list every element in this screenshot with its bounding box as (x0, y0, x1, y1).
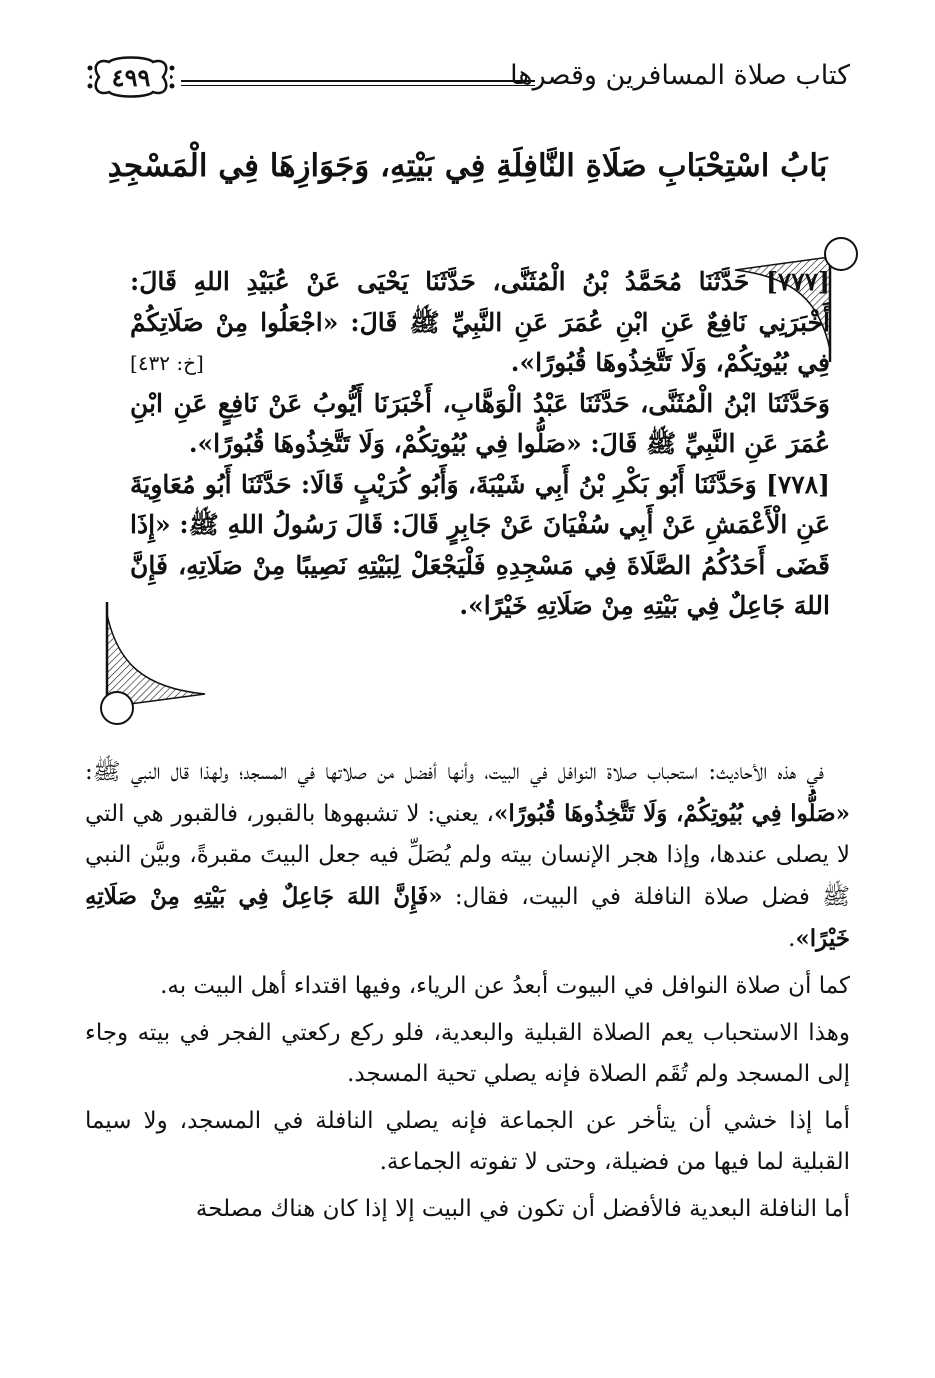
hadith-777-second: وَحَدَّثَنَا ابْنُ الْمُثَنَّى، حَدَّثَنَا عَبْدُ الْوَهَّابِ، أَخْبَرَنَا أَيُّوبُ عَنْ نَافِعٍ عَنِ ابْنِ عُمَرَ عَنِ النَّبِيِّ ﷺ قَالَ: «صَلُّوا فِي بُيُوتِكُمْ، وَلَا تَتَّخِذُوهَا قُبُورًا». (130, 388, 830, 458)
commentary-paragraph-1 (85, 752, 850, 960)
page-number: ٤٩٩ (111, 62, 151, 92)
chapter-title: بَابُ اسْتِحْبَابِ صَلَاةِ النَّافِلَةِ فِي بَيْتِهِ، وَجَوَازِهَا فِي الْمَسْجِدِ (107, 148, 828, 184)
commentary-paragraph-3: وهذا الاستحباب يعم الصلاة القبلية والبعدية، فلو ركع ركعتي الفجر في بيته وجاء إلى المسجد ولم تُقَم الصلاة فإنه يصلي تحية المسجد. (85, 1020, 850, 1087)
hadith-777-reference: [خ: ٤٣٢] (130, 351, 204, 375)
book-title: كتاب صلاة المسافرين وقصرها (510, 60, 850, 91)
commentary-paragraph-2: كما أن صلاة النوافل في البيوت أبعدُ عن الرياء، وفيها اقتداء أهل البيت به. (160, 973, 850, 999)
commentary-p1-b: ، يعني: لا تشبهوها بالقبور، فالقبور هي التي لا يصلى عندها، وإذا هجر الإنسان بيته ولم يُصَلِّ فيه جعل البيتَ مقبرةً، وبيَّن النبي ﷺ فضل صلاة النافلة في البيت، فقال: (85, 801, 850, 910)
header-rule (181, 80, 535, 86)
hadith-778: [٧٧٨] وَحَدَّثَنَا أَبُو بَكْرِ بْنُ أَبِي شَيْبَةَ، وَأَبُو كُرَيْبٍ قَالَا: حَدَّثَنَا أَبُو مُعَاوِيَةَ عَنِ الْأَعْمَشِ عَنْ أَبِي سُفْيَانَ عَنْ جَابِرٍ قَالَ: قَالَ رَسُولُ اللهِ ﷺ: «إِذَا قَضَى أَحَدُكُمُ الصَّلَاةَ فِي مَسْجِدِهِ فَلْيَجْعَلْ لِبَيْتِهِ نَصِيبًا مِنْ صَلَاتِهِ، فَإِنَّ اللهَ جَاعِلٌ فِي بَيْتِهِ مِنْ صَلَاتِهِ خَيْرًا». (130, 469, 830, 620)
page-number-ornament (85, 54, 177, 100)
hadith-777-text: [٧٧٧] حَدَّثَنَا مُحَمَّدُ بْنُ الْمُثَنَّى، حَدَّثَنَا يَحْيَى عَنْ عُبَيْدِ اللهِ قَالَ: أَخْبَرَنِي نَافِعٌ عَنِ ابْنِ عُمَرَ عَنِ النَّبِيِّ ﷺ قَالَ: «اجْعَلُوا مِنْ صَلَاتِكُمْ فِي بُيُوتِكُمْ، وَلَا تَتَّخِذُوهَا قُبُورًا». (130, 267, 830, 377)
hadith-box (130, 262, 830, 627)
commentary-p1-end: . (788, 926, 796, 952)
commentary-paragraph-4: أما إذا خشي أن يتأخر عن الجماعة فإنه يصلي النافلة في المسجد، ولا سيما القبلية لما فيها من فضيلة، وحتى لا تفوته الجماعة. (85, 1108, 850, 1175)
quote-pray-in-houses: «صَلُّوا فِي بُيُوتِكُمْ، وَلَا تَتَّخِذُوهَا قُبُورًا» (493, 800, 850, 827)
quote-allah-makes-good: «فَإِنَّ اللهَ جَاعِلٌ فِي بَيْتِهِ مِنْ صَلَاتِهِ خَيْرًا» (85, 883, 850, 952)
commentary-p1-a: في هذه الأحاديث: استحباب صلاة النوافل في البيت، وأنها أفضل من صلاتها في المسجد؛ ولهذا قال النبي ﷺ: (85, 759, 824, 785)
hadith-777 (130, 262, 830, 384)
page-header (85, 50, 850, 110)
commentary (85, 752, 850, 1236)
commentary-paragraph-5: أما النافلة البعدية فالأفضل أن تكون في البيت إلا إذا كان هناك مصلحة (195, 1196, 850, 1222)
